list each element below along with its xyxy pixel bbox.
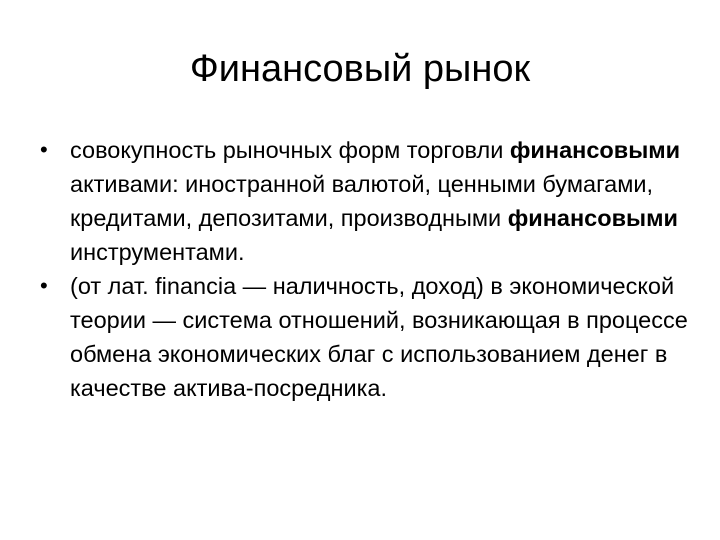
bullet-list [38, 133, 698, 405]
bullet-item [38, 133, 698, 269]
bullet-text-bold-segment: финансовыми [507, 205, 678, 231]
bullet-text-segment: совокупность рыночных форм торговли [70, 137, 510, 163]
bullet-text-segment: инструментами. [70, 239, 245, 265]
bullet-item [38, 269, 698, 405]
bullet-marker: • [40, 273, 48, 298]
bullet-text-segment: (от лат. financia — наличность, доход) в экономической теории — система отношений, возникающая в процессе обмена экономических благ с использованием денег в качестве актива-посредника. [70, 273, 688, 401]
bullet-text-bold-segment: финансовыми [509, 137, 681, 163]
bullet-text-segment: активами: иностранной валютой, ценными бумагами, кредитами, депозитами, производными [70, 171, 654, 231]
bullet-marker: • [40, 137, 48, 162]
slide-title: Финансовый рынок [189, 48, 531, 90]
